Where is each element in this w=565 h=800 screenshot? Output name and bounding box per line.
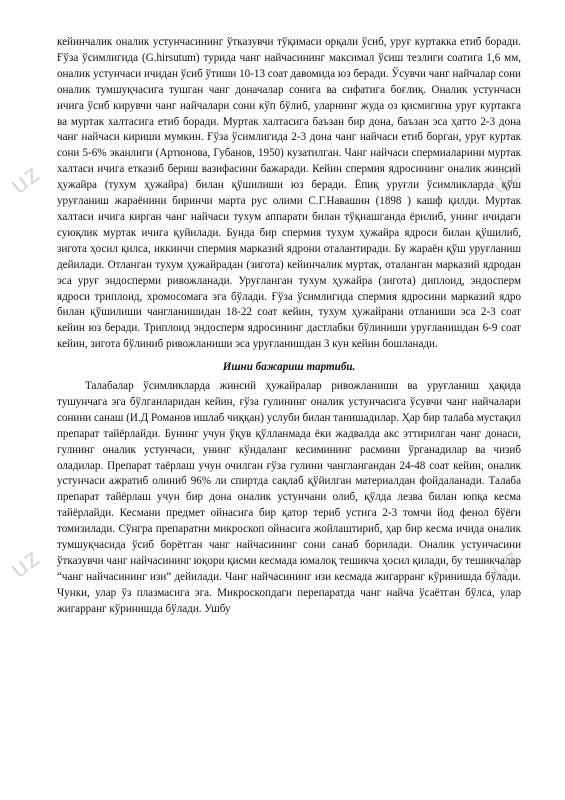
watermark: uz <box>4 157 46 200</box>
document-page <box>57 35 521 618</box>
watermark: uz <box>484 157 526 200</box>
watermark: uz <box>484 541 526 584</box>
body-paragraph: Талабалар ўсимликларда жинсий ҳужайралар ривожланиши ва уруғланиш ҳақида тушунчага эга бўлганларидан кейин, ғўза гулининг оналик устунчасига ўсувчи чанг найчалари сонини санаш (И.Д Романов ишлаб чиққан) услуби билан танишадилар. Ҳар бир талаба мустақил препарат тайёрлайди. Бунинг учун ўқув қўлланмада ёки жадвалда акс эттирилган чанг донаси, гулнинг оналик устунчаси, унинг кўндаланг кесимининг расмини ўрганадилар ва чизиб оладилар. Препарат таёрлаш учун очилган ғўза гулини чанглангандан 24-48 соат кейин, оналик устунчаси ажратиб олиниб 96% ли спиртда сақлаб қўйилган материалдан фойдаланади. Талаба препарат тайёрлаш учун бир дона оналик устунчани олиб, қўлда лезва билан юпқа кесма тайёрлайди. Кесмани предмет ойнасига бир қатор териб устига 2-3 томчи йод фенол бўёғи томизилади. Сўнгра препаратни микроскоп ойнасига жойлаштириб, ҳар бир кесма ичида оналик тумшуқчасида ўсиб борётган чанг найчасининг сони санаб борилади. Оналик устунчасини ўтказувчи чанг найчасининг юқори қисми кесмада юмалоқ тешикча ҳосил қилади, бу тешикчалар “чанг найчасининг изи” дейилади. Чанг найчасининг изи кесмада жигарранг кўринишда бўлади. Чунки, улар ўз плазмасига эга. Микроскопдаги перепаратда чанг найча ўсаётган бўлса, улар жигарранг кўринишда бўлади. Ушбу <box>57 380 521 615</box>
section-heading: Ишни бажариш тартиби. <box>222 361 356 374</box>
body-paragraph: кейинчалик оналик устунчасининг ўтказувчи тўқимаси орқали ўсиб, уруғ куртакка етиб боради. Ғўза ўсимлигида (G.hirsutum) турида чанг найчасининг максимал ўсиш тезлиги соатига 1,6 мм, оналик устунчаси ичидан ўсиб ўтиши 10-13 соат давомида юз беради. Ўсувчи чанг найчалар сони оналик тумшуқчасига тушган чанг доначалар сонига ва сифатига боғлиқ. Оналик устунчаси ичига ўсиб кирувчи чанг найчалари сони кўп бўлиб, уларнинг жуда оз қисмигина уруғ куртакга ва муртак халтасига етиб боради. Муртак халтасига баъзан бир дона, баъзан эса ҳатто 2-3 дона чанг найчаси кириши мумкин. Ғўза ўсимлигида 2-3 дона чанг найчаси етиб борган, уруғ куртак сони 5-6% эканлиги (Артюнова, Губанов, 1950) кузатилган. Чанг найчаси спермиаларини муртак халтаси ичига етказиб бериш вазифасини бажаради. Кейин спермия ядросининг оналик жинсий ҳужайра (тухум ҳужайра) билан қўшилиши юз беради. Ёпиқ уруғли ўсимликларда қўш уруғланиш жараёнини биринчи марта рус олими С.Г.Навашин (1898 ) кашф қилди. Муртак халтаси ичига кирган чанг найчаси тухум аппарати билан тўқнашганда ёрилиб, унинг ичидаги суюқлик муртак ичига қуйилади. Бунда бир спермия тухум ҳужайра ядроси билан қўшилиб, зигота ҳосил қилса, иккинчи спермия марказий ядрони оталантиради. Бу жараён қўш уруғланиш дейилади. Отланган тухум ҳужайрадан (зигота) кейинчалик муртак, оталанган марказий ядродан эса уруғ эндосперми ривожланади. Уруғланган тухум ҳужайра (зигота) диплоид, эндосперм ядроси триплоид, хромосомага эга бўлади. Ғўза ўсимлигида спермия ядросини марказий ядро билан қўшилиши чангланишидан 18-22 соат кейин, тухум ҳужайрани отланиши эса 2-3 соат кейин юз беради. Триплоид эндосперм ядросининг дастлабки бўлиниши уруғланишдан 6-9 соат кейин, зигота бўлиниб ривожланиши эса уруғланишдан 3 кун кейин бошланади. <box>57 36 521 351</box>
watermark: uz <box>4 541 46 584</box>
